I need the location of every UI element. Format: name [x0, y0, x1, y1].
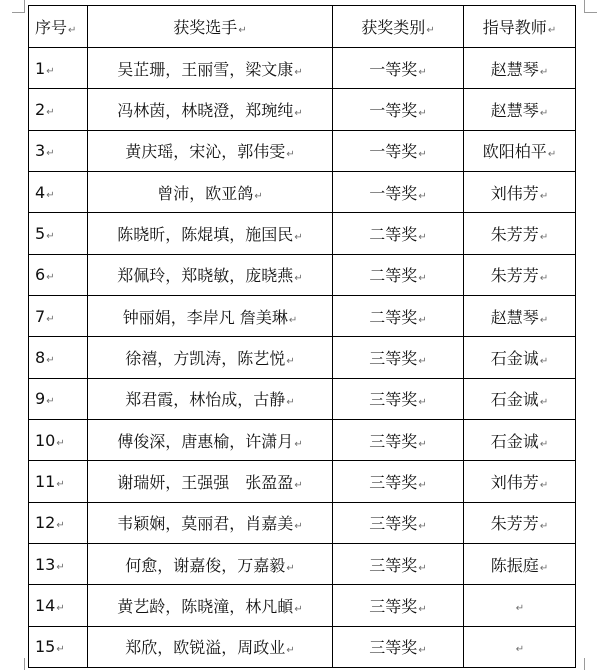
- cell-teacher: 赵慧琴↵: [464, 295, 576, 336]
- page-corner-mark: [12, 0, 25, 13]
- cell-teacher: 石金诚↵: [464, 419, 576, 460]
- cell-teacher: 石金诚↵: [464, 337, 576, 378]
- table-row: [29, 461, 576, 502]
- cell-winners: 冯林茵，林晓澄，郑琬纯↵: [88, 89, 333, 130]
- cell-teacher: 陈振庭↵: [464, 543, 576, 584]
- table-row: [29, 543, 576, 584]
- cell-number: 1↵: [29, 48, 88, 89]
- cell-teacher: 赵慧琴↵: [464, 89, 576, 130]
- cell-winners: 钟丽娟，李岸凡 詹美琳↵: [88, 295, 333, 336]
- cell-winners: 郑佩玲，郑晓敏，庞晓燕↵: [88, 254, 333, 295]
- cell-category: 二等奖↵: [333, 295, 464, 336]
- cell-category: 三等奖↵: [333, 419, 464, 460]
- cell-teacher: 欧阳柏平↵: [464, 130, 576, 171]
- cell-category: 一等奖↵: [333, 130, 464, 171]
- cell-number: 12↵: [29, 502, 88, 543]
- header-cell-category: 获奖类别↵: [333, 6, 464, 48]
- cell-winners: 黄庆瑶，宋沁，郭伟雯↵: [88, 130, 333, 171]
- table-row: [29, 626, 576, 667]
- cell-winners: 傅俊深，唐惠榆，许潇月↵: [88, 419, 333, 460]
- cell-number: 8↵: [29, 337, 88, 378]
- table-row: [29, 89, 576, 130]
- cell-category: 一等奖↵: [333, 89, 464, 130]
- table-row: [29, 337, 576, 378]
- cell-number: 4↵: [29, 171, 88, 212]
- cell-winners: 何愈，谢嘉俊，万嘉毅↵: [88, 543, 333, 584]
- cell-teacher: ↵: [464, 585, 576, 626]
- cell-category: 三等奖↵: [333, 502, 464, 543]
- table-row: [29, 419, 576, 460]
- cell-category: 三等奖↵: [333, 378, 464, 419]
- cell-category: 三等奖↵: [333, 461, 464, 502]
- cell-category: 三等奖↵: [333, 626, 464, 667]
- cell-winners: 郑欣，欧锐溢，周政业↵: [88, 626, 333, 667]
- cell-winners: 曾沛，欧亚鸽↵: [88, 171, 333, 212]
- table-row: [29, 254, 576, 295]
- table-row: [29, 213, 576, 254]
- cell-number: 11↵: [29, 461, 88, 502]
- table-row: [29, 171, 576, 212]
- page-corner-mark: [584, 0, 597, 13]
- cell-number: 14↵: [29, 585, 88, 626]
- cell-category: 一等奖↵: [333, 48, 464, 89]
- cell-winners: 陈晓昕，陈焜填，施国民↵: [88, 213, 333, 254]
- header-cell-teacher: 指导教师↵: [464, 6, 576, 48]
- cell-winners: 韦颖娴，莫丽君，肖嘉美↵: [88, 502, 333, 543]
- cell-category: 三等奖↵: [333, 585, 464, 626]
- cell-number: 6↵: [29, 254, 88, 295]
- cell-teacher: 赵慧琴↵: [464, 48, 576, 89]
- cell-category: 二等奖↵: [333, 254, 464, 295]
- cell-number: 7↵: [29, 295, 88, 336]
- table-row: [29, 295, 576, 336]
- cell-number: 9↵: [29, 378, 88, 419]
- cell-teacher: 朱芳芳↵: [464, 213, 576, 254]
- cell-number: 13↵: [29, 543, 88, 584]
- cell-teacher: ↵: [464, 626, 576, 667]
- cell-category: 一等奖↵: [333, 171, 464, 212]
- cell-winners: 黄艺龄，陈晓潼，林凡頔↵: [88, 585, 333, 626]
- cell-winners: 吴芷珊，王丽雪，梁文康↵: [88, 48, 333, 89]
- header-cell-number: 序号↵: [29, 6, 88, 48]
- cell-number: 2↵: [29, 89, 88, 130]
- header-cell-winners: 获奖选手↵: [88, 6, 333, 48]
- cell-teacher: 刘伟芳↵: [464, 461, 576, 502]
- cell-category: 二等奖↵: [333, 213, 464, 254]
- cell-category: 三等奖↵: [333, 337, 464, 378]
- cell-number: 5↵: [29, 213, 88, 254]
- header-row: [29, 6, 576, 48]
- cell-winners: 徐禧，方凯涛，陈艺悦↵: [88, 337, 333, 378]
- table-row: [29, 48, 576, 89]
- table-row: [29, 130, 576, 171]
- cell-winners: 谢瑞妍，王强强 张盈盈↵: [88, 461, 333, 502]
- cell-number: 15↵: [29, 626, 88, 667]
- cell-teacher: 朱芳芳↵: [464, 502, 576, 543]
- cell-teacher: 石金诚↵: [464, 378, 576, 419]
- cell-teacher: 刘伟芳↵: [464, 171, 576, 212]
- awards-table: [28, 5, 576, 668]
- table-row: [29, 585, 576, 626]
- cell-number: 3↵: [29, 130, 88, 171]
- page-corner-mark: [12, 658, 25, 670]
- table-row: [29, 502, 576, 543]
- cell-category: 三等奖↵: [333, 543, 464, 584]
- cell-winners: 郑君霞，林怡成，古静↵: [88, 378, 333, 419]
- cell-teacher: 朱芳芳↵: [464, 254, 576, 295]
- table-row: [29, 378, 576, 419]
- page-corner-mark: [584, 658, 597, 670]
- cell-number: 10↵: [29, 419, 88, 460]
